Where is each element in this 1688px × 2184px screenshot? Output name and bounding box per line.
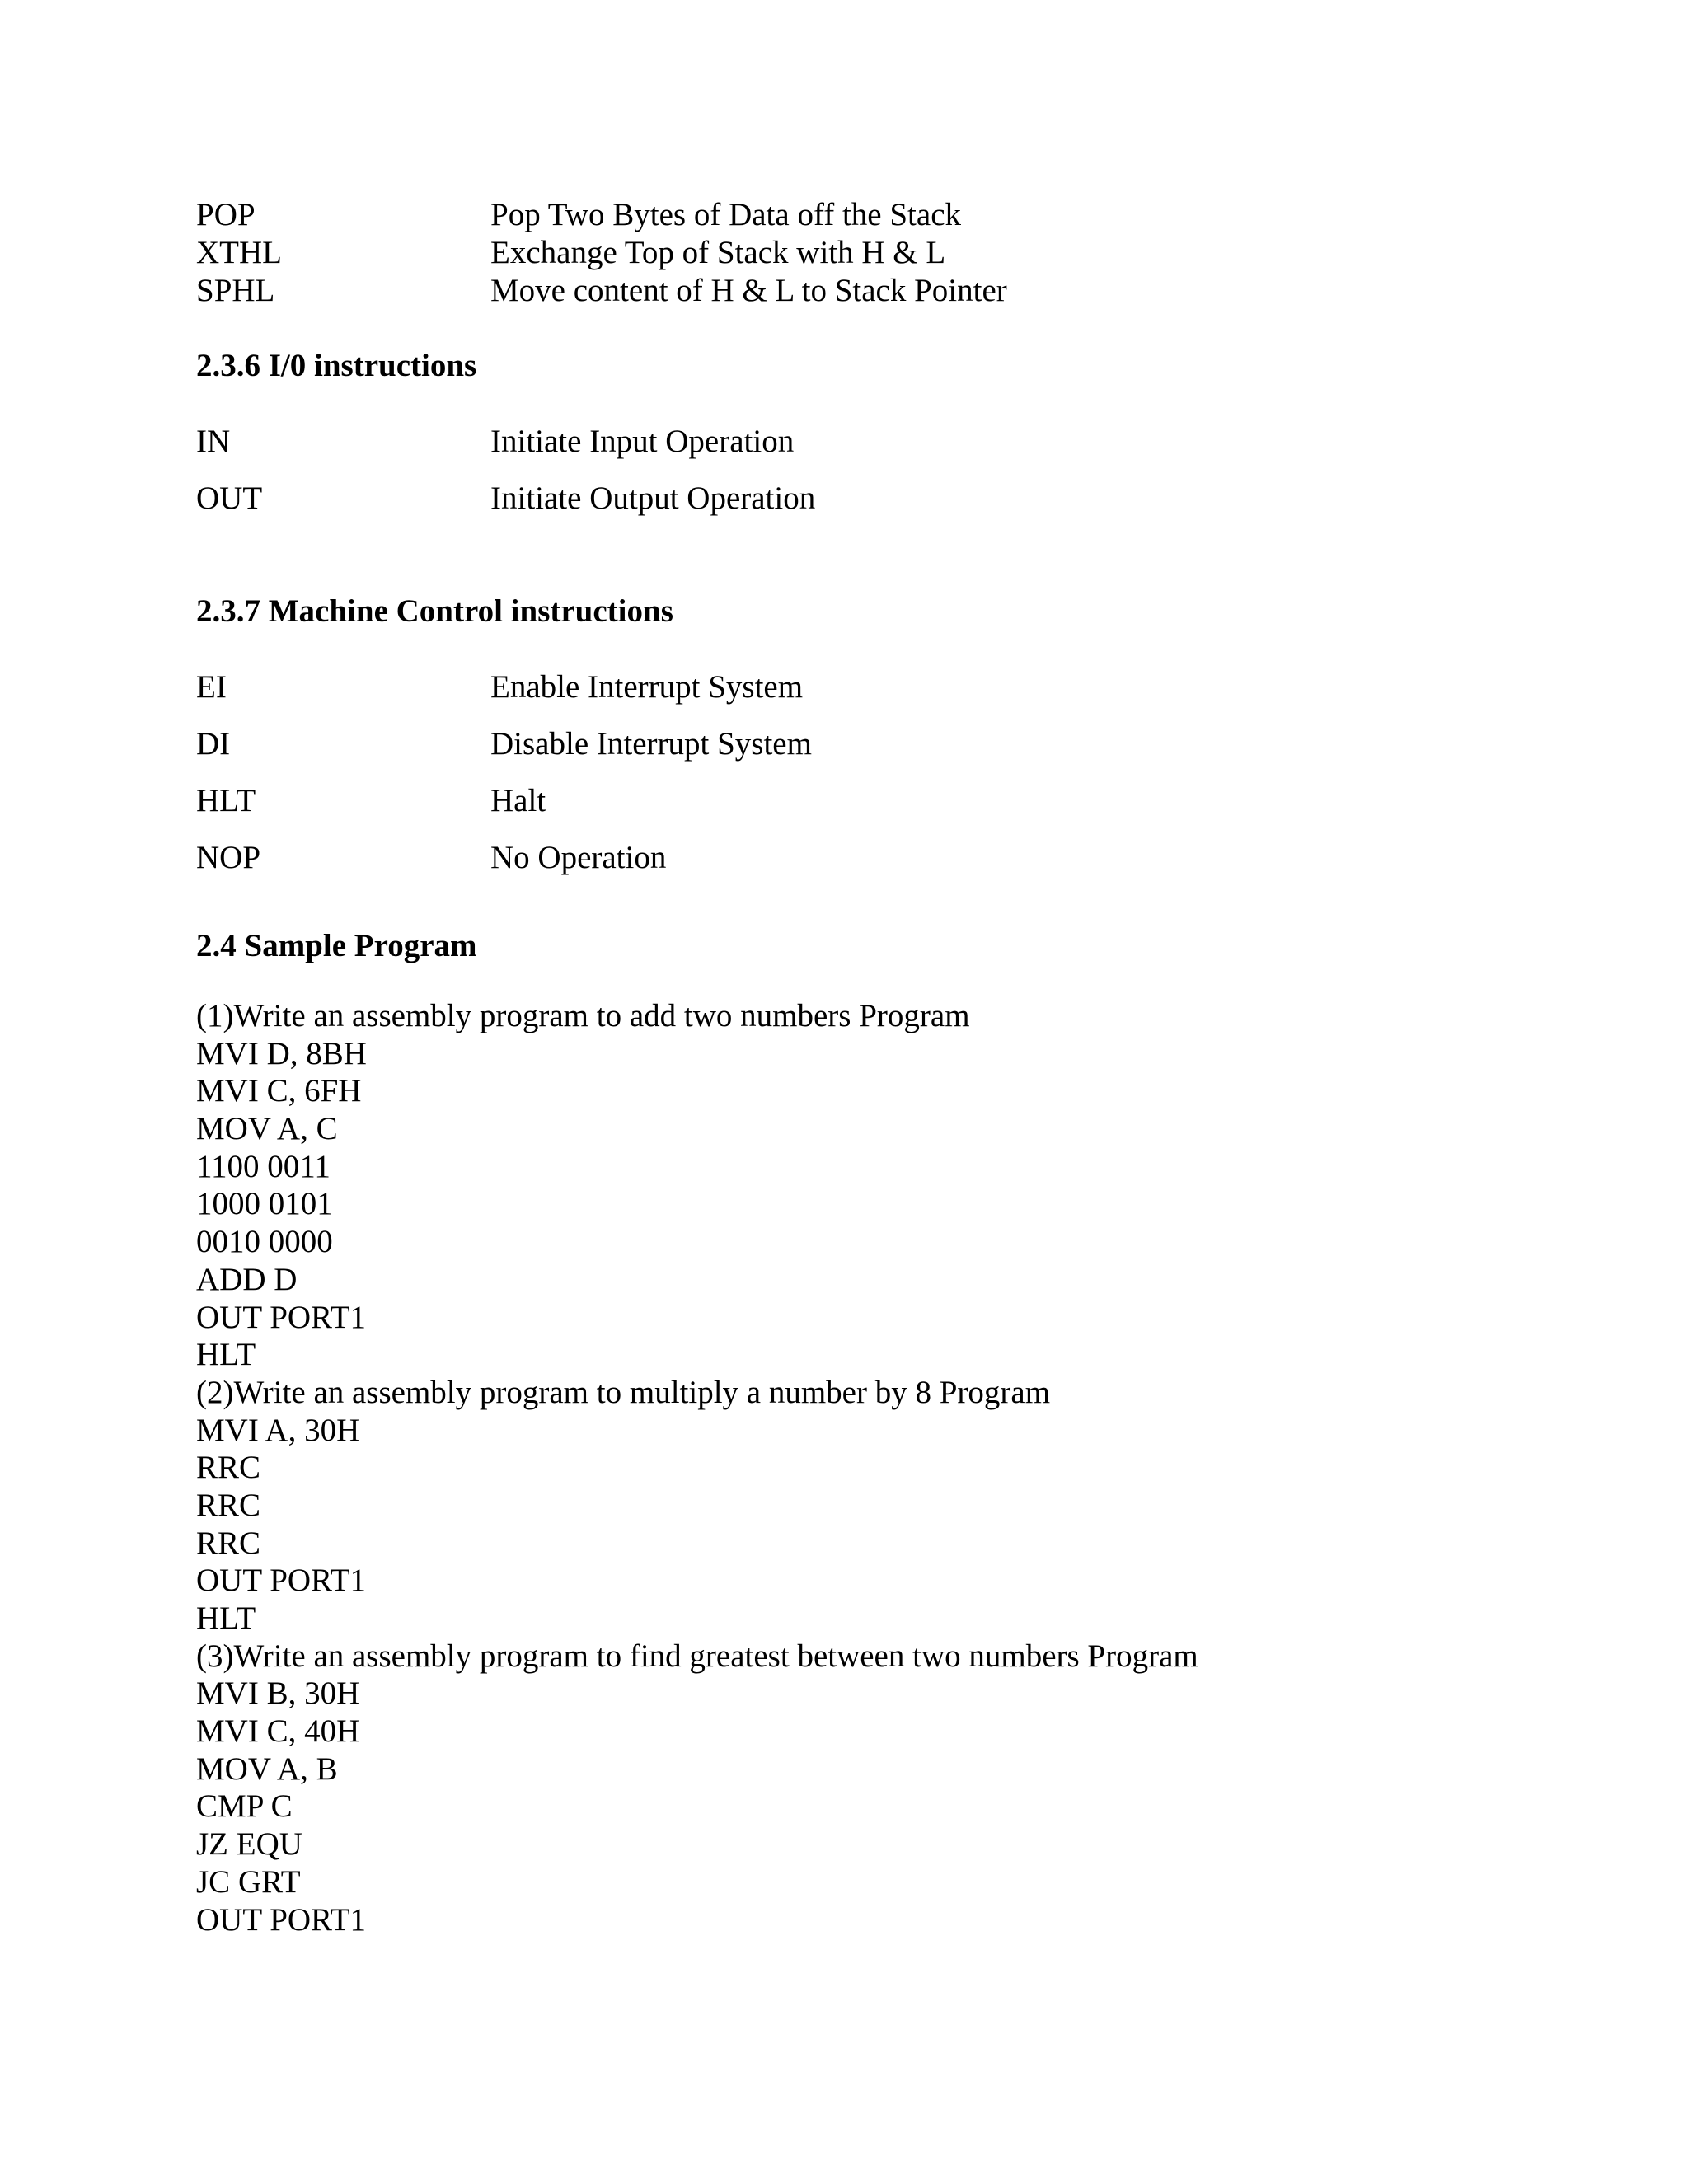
opcode: OUT: [196, 480, 263, 516]
section-heading-machine-control: 2.3.7 Machine Control instructions: [196, 593, 673, 629]
opcode-description: Initiate Output Operation: [490, 480, 816, 516]
opcode-description: Enable Interrupt System: [490, 669, 804, 705]
program-line: 0010 0000: [196, 1224, 333, 1260]
program-line: OUT PORT1: [196, 1299, 367, 1335]
opcode-description: Initiate Input Operation: [490, 424, 795, 459]
program-line: MVI D, 8BH: [196, 1035, 367, 1071]
opcode: NOP: [196, 840, 261, 875]
opcode: DI: [196, 726, 231, 762]
opcode: IN: [196, 424, 231, 459]
program-line: RRC: [196, 1487, 261, 1523]
opcode: EI: [196, 669, 227, 705]
program-line: RRC: [196, 1525, 261, 1561]
program-line: MVI C, 40H: [196, 1713, 360, 1750]
opcode-description: Exchange Top of Stack with H & L: [490, 235, 946, 270]
opcode-description: Disable Interrupt System: [490, 726, 812, 762]
program-line: MVI B, 30H: [196, 1675, 360, 1712]
opcode-description: Move content of H & L to Stack Pointer: [490, 273, 1007, 308]
opcode-description: Halt: [490, 783, 546, 818]
program-line: CMP C: [196, 1788, 293, 1825]
program-line: RRC: [196, 1450, 261, 1486]
program-line: HLT: [196, 1601, 256, 1636]
opcode-description: No Operation: [490, 840, 667, 875]
program-line: JZ EQU: [196, 1826, 302, 1863]
program-line: MOV A, C: [196, 1111, 338, 1147]
section-heading-sample-program: 2.4 Sample Program: [196, 928, 477, 963]
program-line: OUT PORT1: [196, 1901, 367, 1938]
opcode: XTHL: [196, 235, 282, 270]
program-line: HLT: [196, 1337, 256, 1373]
opcode: HLT: [196, 783, 256, 818]
program-line: 1000 0101: [196, 1186, 333, 1222]
sample-program-listing: [196, 997, 1198, 1938]
section-heading-io: 2.3.6 I/0 instructions: [196, 348, 477, 383]
program-line: 1100 0011: [196, 1148, 331, 1184]
program-line: (3)Write an assembly program to find greatest between two numbers Program: [196, 1638, 1198, 1674]
opcode-description: Pop Two Bytes of Data off the Stack: [490, 197, 962, 232]
program-line: OUT PORT1: [196, 1563, 367, 1599]
program-line: MVI A, 30H: [196, 1412, 360, 1448]
program-line: MVI C, 6FH: [196, 1073, 362, 1109]
opcode: POP: [196, 197, 256, 232]
program-line: (2)Write an assembly program to multiply a number by 8 Program: [196, 1374, 1051, 1410]
opcode: SPHL: [196, 273, 275, 308]
program-line: JC GRT: [196, 1863, 301, 1900]
program-line: MOV A, B: [196, 1750, 338, 1787]
program-line: ADD D: [196, 1261, 298, 1297]
program-line: (1)Write an assembly program to add two numbers Program: [196, 998, 970, 1033]
